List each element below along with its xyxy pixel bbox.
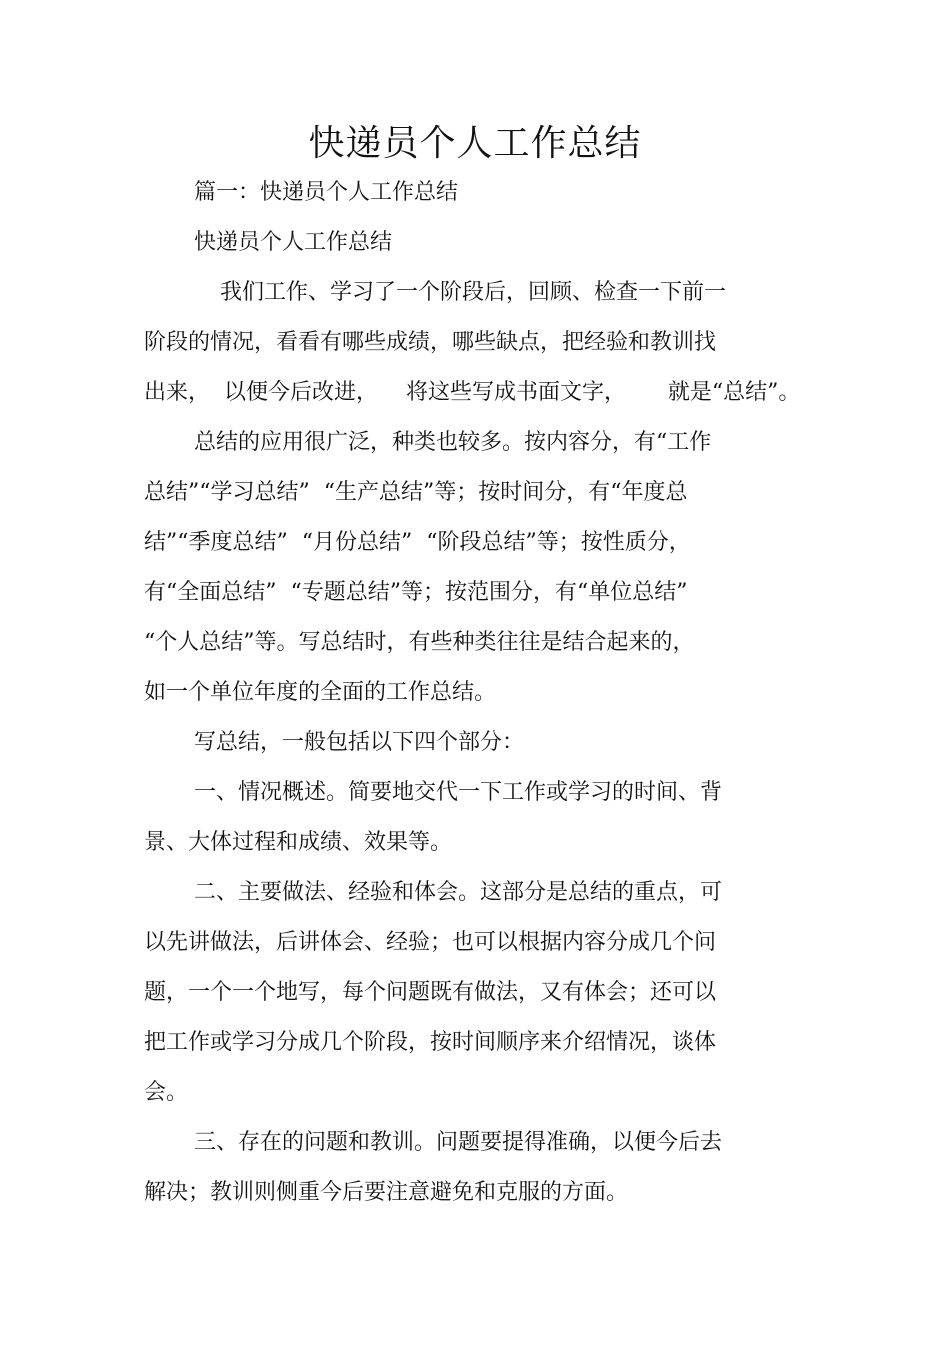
document-title: 快递员个人工作总结: [308, 123, 642, 164]
paragraph-line: 景、大体过程和成绩、效果等。: [144, 830, 453, 855]
paragraph-line: 有“全面总结” “专题总结”等；按范围分，有“单位总结”: [144, 580, 688, 605]
paragraph-line: 三、存在的问题和教训。问题要提得准确，以便今后去: [194, 1130, 723, 1155]
paragraph-line: 一、情况概述。简要地交代一下工作或学习的时间、背: [194, 780, 723, 805]
section-heading: 篇一：快递员个人工作总结: [194, 180, 459, 205]
paragraph-line: 会。: [144, 1080, 189, 1105]
paragraph-line: 总结的应用很广泛，种类也较多。按内容分，有“工作: [194, 430, 712, 455]
paragraph-line: 二、主要做法、经验和体会。这部分是总结的重点，可: [194, 880, 723, 905]
paragraph-line: 题，一个一个地写，每个问题既有做法，又有体会；还可以: [144, 980, 717, 1005]
paragraph-line: 解决；教训则侧重今后要注意避免和克服的方面。: [144, 1180, 629, 1205]
paragraph-line: 把工作或学习分成几个阶段，按时间顺序来介绍情况，谈体: [144, 1030, 717, 1055]
subtitle-line: 快递员个人工作总结: [194, 230, 393, 255]
paragraph-line: 阶段的情况，看看有哪些成绩，哪些缺点，把经验和教训找: [144, 330, 717, 355]
paragraph-line: 结”“季度总结” “月份总结” “阶段总结”等；按性质分，: [144, 530, 691, 555]
paragraph-line: 写总结，一般包括以下四个部分：: [194, 730, 525, 755]
paragraph-line: 出来， 以便今后改进， 将这些写成书面文字， 就是“总结”。: [144, 380, 801, 405]
paragraph-line: 总结”“学习总结” “生产总结”等；按时间分，有“年度总: [144, 480, 688, 505]
paragraph-line: “个人总结”等。写总结时，有些种类往往是结合起来的，: [144, 630, 695, 655]
paragraph-line: 我们工作、学习了一个阶段后，回顾、检查一下前一: [220, 280, 727, 305]
paragraph-line: 如一个单位年度的全面的工作总结。: [144, 680, 497, 705]
paragraph-line: 以先讲做法，后讲体会、经验；也可以根据内容分成几个问: [144, 930, 717, 955]
